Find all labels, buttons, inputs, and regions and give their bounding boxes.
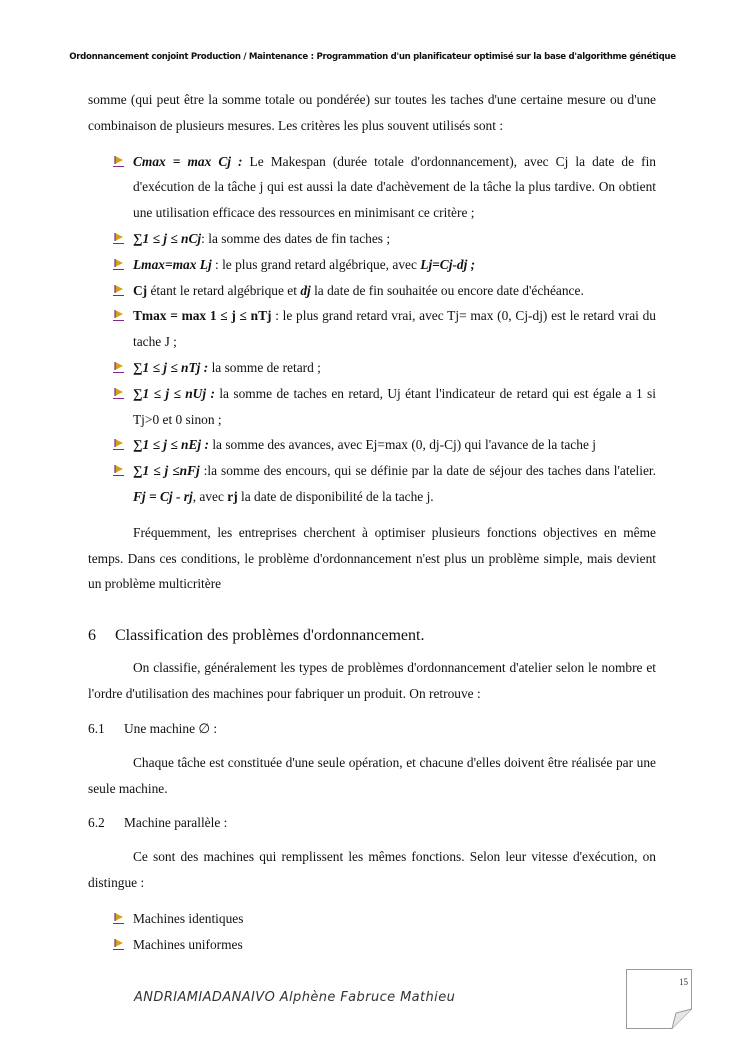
bullet-icon — [112, 912, 125, 925]
criterion-term: Cj — [133, 282, 148, 298]
criterion-term: Lj=Cj-dj ; — [420, 256, 476, 272]
page-content — [88, 87, 656, 958]
machine-type: Machines uniformes — [133, 936, 243, 952]
section-title: Machine parallèle : — [124, 815, 228, 831]
list-item — [88, 458, 656, 510]
intro-paragraph: somme (qui peut être la somme totale ou pondérée) sur toutes les taches d'une certaine mesure ou d'une combinaison de plusieurs mesures. Les critères les plus souvent utilisés sont : — [88, 92, 656, 133]
section-6-2-heading — [88, 810, 656, 835]
criterion-term: Lmax=max Lj — [133, 256, 212, 272]
criterion-text: la somme de taches en retard, Uj étant l'indicateur de retard qui est égale a 1 si Tj>0 et 0 sinon ; — [133, 385, 656, 427]
criterion-text: la somme des avances, avec Ej=max (0, dj-Cj) qui l'avance de la tache j — [208, 437, 596, 453]
criterion-text: : la somme des dates de fin taches ; — [201, 230, 391, 246]
bullet-icon — [112, 309, 125, 322]
criterion-text: , avec — [192, 488, 228, 504]
criterion-text: la date de fin souhaitée ou encore date d'échéance. — [310, 282, 584, 298]
list-item — [88, 252, 656, 278]
criterion-term: ∑1 ≤ j ≤ nTj : — [133, 359, 209, 375]
machines-list — [88, 906, 656, 958]
list-item — [88, 355, 656, 381]
machine-type: Machines identiques — [133, 910, 244, 926]
list-item — [88, 226, 656, 252]
section-title: Classification des problèmes d'ordonnancement. — [115, 627, 425, 645]
bullet-icon — [112, 387, 125, 400]
criterion-term: Fj = Cj - rj — [133, 488, 193, 504]
criterion-text: la somme de retard ; — [208, 359, 321, 375]
list-item — [88, 932, 656, 958]
bullet-icon — [112, 155, 125, 168]
bullet-icon — [112, 284, 125, 297]
bullet-icon — [112, 232, 125, 245]
criterion-term: ∑1 ≤ j ≤ nCj — [133, 230, 202, 246]
list-item — [88, 432, 656, 458]
paragraph-6-2: Ce sont des machines qui remplissent les mêmes fonctions. Selon leur vitesse d'exécution, on distingue : — [88, 849, 656, 891]
section-number: 6.1 — [88, 720, 105, 736]
criterion-term: ∑1 ≤ j ≤nFj — [133, 463, 200, 479]
criterion-term: Cmax = max Cj : — [133, 153, 243, 169]
bullet-icon — [112, 938, 125, 951]
criterion-text: : le plus grand retard algébrique, avec — [211, 256, 421, 272]
criterion-term: ∑1 ≤ j ≤ nEj : — [133, 437, 209, 453]
bullet-icon — [112, 258, 125, 271]
criterion-term: rj — [227, 488, 238, 504]
criterion-term: Tmax = max 1 ≤ j ≤ nTj — [133, 308, 272, 324]
criterion-text: Le Makespan (durée totale d'ordonnancement), avec Cj la date de fin d'exécution de la tâche j qui est aussi la date d'achèvement de la tâche la plus tardive. On obtient une utilisation efficace des ressources en minimisant ce critère ; — [133, 153, 656, 221]
list-item — [88, 906, 656, 932]
section-title: Une machine ∅ : — [124, 720, 218, 736]
criterion-term: ∑1 ≤ j ≤ nUj : — [133, 385, 215, 401]
list-item — [88, 381, 656, 433]
bullet-icon — [112, 438, 125, 451]
criterion-text: étant le retard algébrique et — [147, 282, 301, 298]
section-6-1-heading — [88, 716, 656, 741]
list-item — [88, 303, 656, 355]
list-item — [88, 278, 656, 304]
list-item — [88, 149, 656, 226]
bullet-icon — [112, 361, 125, 374]
section-number: 6.2 — [88, 815, 105, 831]
criteria-list — [88, 149, 656, 510]
bullet-icon — [112, 464, 125, 477]
page-number: 15 — [679, 977, 688, 987]
paragraph-classifie: On classifie, généralement les types de problèmes d'ordonnancement d'atelier selon le nombre et l'ordre d'utilisation des machines pour fabriquer un produit. On retrouve : — [88, 660, 656, 701]
criterion-text: :la somme des encours, qui se définie par la date de séjour des taches dans l'atelier. — [199, 463, 656, 479]
page-header: Ordonnancement conjoint Production / Maintenance : Programmation d'un planificateur optimisé sur la base d'algorithme génétique — [69, 52, 676, 62]
section-6-heading — [88, 623, 656, 649]
criterion-text: : le plus grand retard vrai, avec Tj= max (0, Cj-dj) est le retard vrai du tache J ; — [133, 308, 656, 350]
criterion-term: dj — [300, 282, 311, 298]
paragraph-6-1: Chaque tâche est constituée d'une seule opération, et chacune d'elles doivent être réalisée par une seule machine. — [88, 754, 656, 796]
section-number: 6 — [88, 627, 96, 645]
criterion-text: la date de disponibilité de la tache j. — [237, 488, 434, 504]
footer-author: ANDRIAMIADANAIVO Alphène Fabruce Mathieu — [134, 990, 456, 1005]
paragraph-frequent: Fréquemment, les entreprises cherchent à optimiser plusieurs fonctions objectives en même temps. Dans ces conditions, le problème d'ordonnancement n'est plus un problème simple, mais devient un problème multicritère — [88, 524, 656, 592]
